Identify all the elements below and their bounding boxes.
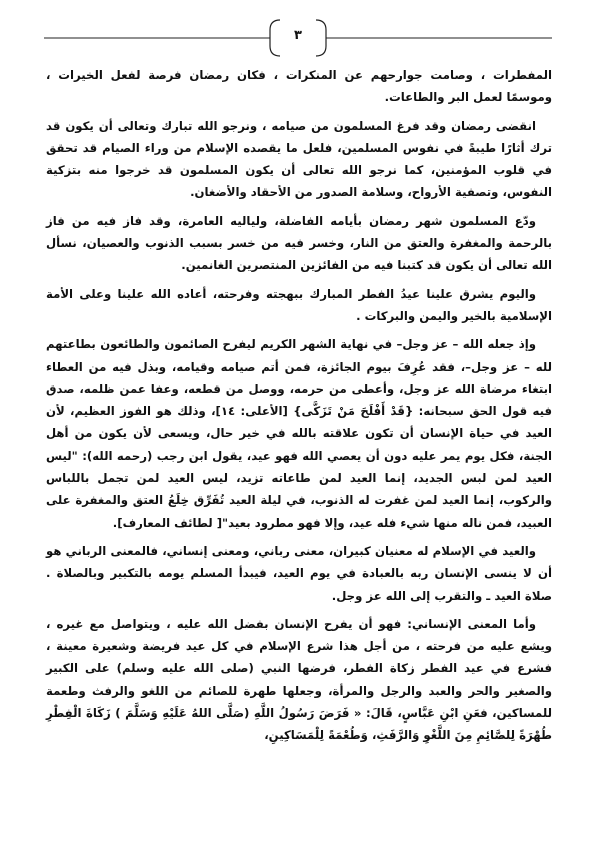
paragraph: والعيد في الإسلام له معنيان كبيران، معنى رباني، ومعنى إنساني، فالمعنى الرباني هو أن لا ينسى الإنسان ربه بالعبادة في يوم العيد، فيبدأ المسلم يومه بالتكبير وبالصلاة . صلاة العيد ـ والتقرب إلى الله عز وجل.: [46, 543, 552, 603]
article-body: [46, 64, 552, 753]
page-header: [44, 14, 552, 60]
paragraph: وإذ جعله الله – عز وجل– في نهاية الشهر الكريم ليفرح الصائمون والطائعون بطاعتهم لله – عز وجل–، فقد عُرِفَ بيوم الجائزة، فمن أتم صيامه وقيامه، وبذل فيه من العطاء ابتغاء مرضاة الله عز وجل، وأعطى من حرمه، ووصل من قطعه، وعفا عمن ظلمه، صدق فيه قول الحق سبحانه: {قَدْ أَفْلَحَ مَنْ تَزَكَّى} [الأعلى: ١٤]، وذلك هو الفوز العظيم، لأن العيد في حياة الإنسان أن تكون علاقته بالله في خير حال، ويسعى لأن يكون من أهل الجنة، فكل يوم يمر عليه دون أن يعصي الله فهو عيد، يقول ابن رجب (رحمه الله): "ليس العيد لمن لبس الجديد، إنما العيد لمن طاعاته تزيد، ليس العيد لمن تجمل باللباس والركوب، إنما العيد لمن غفرت له الذنوب، في ليلة العيد تُفَرِّق خِلَعُ العتق والمغفرة على العبيد، فمن ناله منها شيء فله عيد، وإلا فهو مطرود بعيد"[ لطائف المعارف].: [46, 337, 552, 530]
paragraph: انقضى رمضان وقد فرغ المسلمون من صيامه ، ونرجو الله تبارك وتعالى أن يكون قد ترك أثارًا طيبةً في نفوس المسلمين، فلعل ما يقصده الإسلام من وراء الصيام قد تحقق في قلوب المؤمنين، كما نرجو الله تعالى أن يكون المسلمون قد خرجوا منه بتزكية النفوس، وتصفية الأرواح، وسلامة الصدور من الأحقاد والأضغان.: [46, 118, 552, 200]
paragraph: وأما المعنى الإنساني: فهو أن يفرح الإنسان بفضل الله عليه ، ويتواصل مع غيره ، ويشع عليه من فرحته ، من أجل هذا شرع الإسلام في كل عيد فريضة وشعيرة معينة ، فشرع في عيد الفطر زكاة الفطر، فرضها النبي (صلى الله عليه وسلم) على الكبير والصغير والحر والعبد والرجل والمرأة، وجعلها طهرة للصائم من اللغو والرفث وطعمة للمساكين، فعَنِ ابْنِ عَبَّاسٍ، قَالَ: « فَرَضَ رَسُولُ اللَّهِ (صَلَّى اللهُ عَلَيْهِ وَسَلَّمَ ) زَكَاةَ الْفِطْرِ طُهْرَةً لِلصَّائِمِ مِنَ اللَّغْوِ وَالرَّفَثِ، وَطُعْمَةً لِلْمَسَاكِينِ،: [46, 616, 552, 743]
paragraph: ودّع المسلمون شهر رمضان بأيامه الفاضلة، ولياليه العامرة، وقد فاز فيه من فاز بالرحمة والمغفرة والعتق من النار، وخسر فيه من خسر بسبب الذنوب والعصيان، نسأل الله تعالى أن يكون قد كتبنا فيه من الفائزين المنتصرين الغانمين.: [46, 213, 552, 273]
paragraph-continuation: المفطرات ، وصامت جوارحهم عن المنكرات ، فكان رمضان فرصة لفعل الخيرات ، وموسمًا لعمل البر والطاعات.: [46, 68, 552, 105]
page-number: ٣: [294, 28, 302, 43]
paragraph: واليوم يشرق علينا عيدُ الفطر المبارك ببهجته وفرحته، أعاده الله علينا وعلى الأمة الإسلامية بالخير واليمن والبركات .: [46, 286, 552, 323]
